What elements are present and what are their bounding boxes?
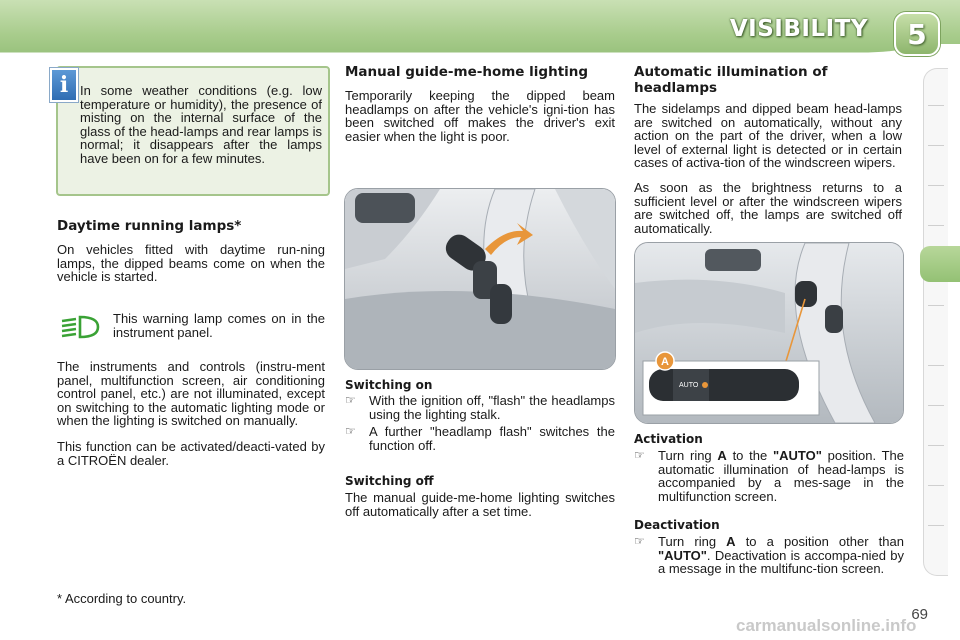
- switching-on-list: [345, 394, 615, 452]
- chapter-number-badge: 5: [894, 12, 940, 56]
- deactivation-item: [634, 535, 904, 576]
- active-chapter-tab[interactable]: [920, 246, 960, 282]
- list-item: ☞ Turn ring A to the "AUTO" position. The automatic illumination of head-lamps is accompanied by a mes-sage in the multifunction screen.: [634, 448, 904, 504]
- page-number: 69: [911, 606, 928, 623]
- automatic-para-2: As soon as the brightness returns to a sufficient level or after the windscreen wipers are switched off, the lamps are switched off automatically.: [634, 180, 902, 236]
- chapter-tabs: [923, 68, 948, 576]
- activation-title: Activation: [634, 432, 703, 446]
- automatic-title: Automatic illumination of headlamps: [634, 64, 828, 96]
- pointing-hand-icon: ☞: [634, 534, 645, 548]
- automatic-para-1: The sidelamps and dipped beam head-lamps are switched on automatically, without any action on the part of the driver, when a low level of external light is detected or in certain cases of activa-tion of the windscreen wipers.: [634, 101, 902, 171]
- pointing-hand-icon: ☞: [345, 424, 356, 439]
- stalk-auto-label: AUTO: [679, 382, 699, 389]
- auto-stalk-figure: [634, 242, 904, 424]
- daytime-intro: On vehicles fitted with daytime run-ning lamps, the dipped beams come on when the vehicle is started.: [57, 242, 325, 285]
- pointing-hand-icon: ☞: [345, 393, 356, 407]
- deactivation-title: Deactivation: [634, 518, 720, 532]
- switching-off-title: Switching off: [345, 474, 434, 488]
- warning-lamp-text: This warning lamp comes on in the instrument panel.: [113, 311, 325, 340]
- list-item: ☞ A further "headlamp flash" switches the function off.: [345, 424, 615, 453]
- ring-a-label: A: [661, 356, 669, 368]
- info-icon: i: [50, 68, 78, 102]
- list-item: ☞ With the ignition off, "flash" the headlamps using the lighting stalk.: [345, 393, 615, 422]
- manual-intro: Temporarily keeping the dipped beam headlamps on after the vehicle's igni-tion has been switched off makes the driver's exit easier when the light is poor.: [345, 88, 615, 144]
- daytime-body-2: This function can be activated/deacti-vated by a CITROËN dealer.: [57, 439, 325, 468]
- dipped-beam-lamp-icon: [58, 311, 102, 343]
- lighting-stalk-figure: [344, 188, 616, 370]
- switching-on-title: Switching on: [345, 378, 433, 392]
- activation-item: [634, 449, 904, 503]
- info-box: [56, 66, 330, 196]
- lighting-stalk-illustration: [345, 189, 615, 369]
- auto-stalk-illustration: [635, 243, 903, 423]
- list-item: ☞ Turn ring A to a position other than "AUTO". Deactivation is accompa-nied by a message in the multifunc-tion screen.: [634, 534, 904, 577]
- section-title: VISIBILITY: [729, 16, 868, 42]
- manual-title: Manual guide-me-home lighting: [345, 64, 589, 80]
- daytime-title: Daytime running lamps*: [57, 218, 242, 234]
- footnote: * According to country.: [57, 591, 187, 606]
- switching-off-text: The manual guide-me-home lighting switches off automatically after a set time.: [345, 490, 615, 519]
- daytime-body-1: The instruments and controls (instru-ment panel, multifunction screen, air conditioning control panel, etc.) are not illuminated, except on switching to the automatic lighting mode or when the lighting is switched on manually.: [57, 359, 325, 429]
- info-box-text: In some weather conditions (e.g. low temperature or humidity), the presence of misting on the internal surface of the glass of the head-lamps and rear lamps is normal; it disappears after the lamps have been on for a few minutes.: [80, 83, 322, 166]
- watermark: carmanualsonline.info: [736, 616, 917, 635]
- header-swoosh: [0, 44, 960, 66]
- pointing-hand-icon: ☞: [634, 448, 645, 462]
